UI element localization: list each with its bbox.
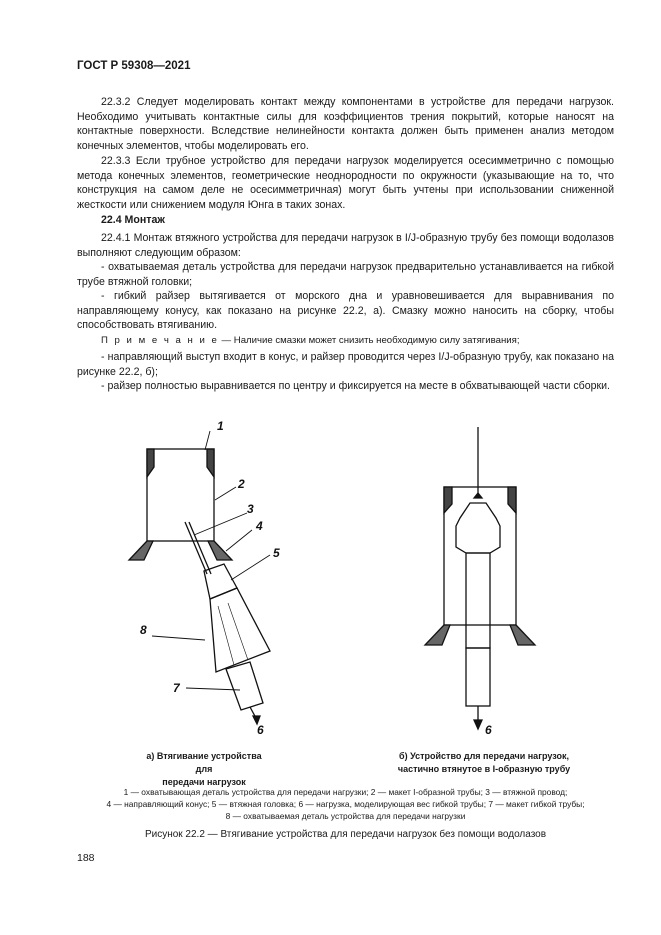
label-5: 5 bbox=[273, 546, 280, 560]
flexible-pipe-b bbox=[466, 648, 490, 706]
label-3: 3 bbox=[247, 502, 254, 516]
label-6: 6 bbox=[257, 723, 264, 737]
figure-b bbox=[425, 427, 535, 729]
male-part-b bbox=[466, 553, 490, 648]
guide-cone-left-a bbox=[129, 541, 153, 560]
label-7: 7 bbox=[173, 681, 180, 695]
bullet-item-3: - направляющий выступ входит в конус, и райзер проводится через I/J-образную трубу, как показано на рисунке 22.2, б); bbox=[77, 351, 614, 378]
caption-b bbox=[391, 750, 577, 776]
legend-line-2: 4 — направляющий конус; 5 — втяжная головка; 6 — нагрузка, моделирующая вес гибкой трубы; 7 — макет гибкой трубы; bbox=[106, 799, 585, 809]
label-2: 2 bbox=[238, 477, 245, 491]
paragraph-22-4-1: 22.4.1 Монтаж втяжного устройства для передачи нагрузок в I/J-образную трубу без помощи водолазов выполняют следующим образом: bbox=[77, 232, 614, 259]
caption-a bbox=[139, 750, 269, 789]
legend-line-3: 8 — охватываемая деталь устройства для передачи нагрузки bbox=[225, 811, 466, 821]
caption-a-line2: передачи нагрузок bbox=[162, 777, 246, 787]
guide-cone-left-b bbox=[425, 625, 450, 645]
bellmouth-right-a bbox=[207, 449, 214, 477]
figure-a bbox=[129, 449, 270, 724]
caption-b-line2: частично втянутое в I-образную трубу bbox=[397, 764, 571, 774]
label-6-b: 6 bbox=[485, 723, 492, 737]
i-tube-a bbox=[147, 449, 214, 541]
paragraph-22-3-3: 22.3.3 Если трубное устройство для передачи нагрузок моделируется осесимметрично с помощью метода конечных элементов, геометрические неоднородности по окружности (указывающие на то, что конструкция на самом деле не осесимметричная) могут быть учтены при использовании сниженной жесткости или снижением модуля Юнга в таких зонах. bbox=[77, 155, 614, 211]
pull-head-b bbox=[456, 503, 500, 553]
legend-line-1: 1 — охватывающая деталь устройства для передачи нагрузки; 2 — макет I-образной трубы; 3 — втяжной провод; bbox=[123, 787, 568, 797]
bellmouth-left-b bbox=[444, 487, 452, 513]
pull-head-a bbox=[204, 564, 237, 599]
flexible-pipe-a bbox=[226, 662, 263, 710]
bellmouth-right-b bbox=[508, 487, 516, 513]
male-part-a bbox=[210, 588, 270, 672]
bellmouth-left-a bbox=[147, 449, 154, 477]
guide-cone-right-a bbox=[208, 541, 232, 560]
i-tube-b bbox=[444, 487, 516, 625]
document-header: ГОСТ Р 59308—2021 bbox=[77, 60, 191, 72]
section-heading-22-4: 22.4 Монтаж bbox=[101, 214, 165, 226]
note-label: П р и м е ч а н и е bbox=[101, 335, 219, 346]
label-4: 4 bbox=[256, 519, 263, 533]
bullet-item-2: - гибкий райзер вытягивается от морского дна и уравновешивается для выравнивания по направляющему конусу, как показано на рисунке 22.2, а). Смазку можно наносить на сборку, чтобы способствовать втягиванию. bbox=[77, 290, 614, 332]
caption-b-line1: б) Устройство для передачи нагрузок, bbox=[399, 751, 569, 761]
paragraph-22-3-2: 22.3.2 Следует моделировать контакт между компонентами в устройстве для передачи нагрузок. Необходимо учитывать контактные силы для коэффициентов трения покрытий, которые наносят на контактные поверхности. Вследствие нелинейности контакта должен быть применен анализ методом конечных элементов, чтобы моделировать его. bbox=[77, 96, 614, 152]
bullet-item-1: - охватываемая деталь устройства для передачи нагрузок предварительно устанавливается на гибкой трубе втяжной головки; bbox=[77, 261, 614, 288]
caption-a-line1: а) Втягивание устройства для bbox=[146, 751, 262, 774]
pull-wire-a bbox=[185, 522, 207, 574]
page-number: 188 bbox=[77, 852, 95, 864]
guide-cone-right-b bbox=[510, 625, 535, 645]
label-1: 1 bbox=[217, 419, 224, 433]
figure-title: Рисунок 22.2 — Втягивание устройства для передачи нагрузок без помощи водолазов bbox=[144, 829, 547, 840]
bullet-item-4: - райзер полностью выравнивается по центру и фиксируется на месте в обхватывающей части сборки. bbox=[101, 380, 610, 392]
label-8: 8 bbox=[140, 623, 147, 637]
note-text: — Наличие смазки может снизить необходимую силу затягивания; bbox=[218, 335, 520, 346]
